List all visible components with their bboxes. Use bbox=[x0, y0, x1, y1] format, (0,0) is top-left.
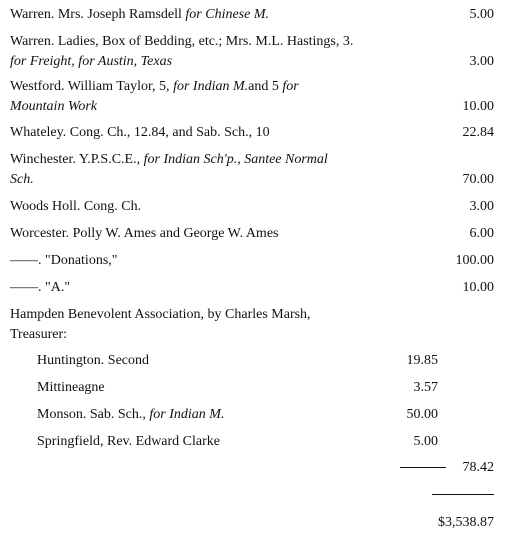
entry-westford bbox=[10, 77, 350, 117]
entry-a bbox=[10, 278, 350, 298]
sub-entry-amount: 3.57 bbox=[413, 380, 438, 395]
sub-entry-amount: 50.00 bbox=[406, 407, 438, 422]
entry-purpose: for Freight, for Austin, Texas bbox=[10, 54, 173, 69]
entry-woods-holl bbox=[10, 197, 350, 217]
entry-worcester bbox=[10, 224, 350, 244]
entry-purpose: for bbox=[282, 79, 299, 94]
entry-amount: 70.00 bbox=[462, 172, 494, 187]
entry-purpose: for Chinese M. bbox=[185, 7, 270, 22]
hampden-total: 78.42 bbox=[462, 460, 494, 475]
entry-amount: 22.84 bbox=[462, 125, 494, 140]
entry-amount: 6.00 bbox=[469, 226, 494, 241]
entry-text: Westford. William Taylor, 5, bbox=[10, 79, 174, 94]
entry-text: Treasurer: bbox=[10, 327, 68, 342]
sub-entry-purpose: for Indian M. bbox=[149, 407, 225, 422]
entry-amount: 100.00 bbox=[455, 253, 494, 268]
entry-purpose: Mountain Work bbox=[10, 99, 97, 114]
entry-warren-ladies bbox=[10, 32, 354, 72]
grand-total: $3,538.87 bbox=[438, 515, 494, 530]
entry-amount: 3.00 bbox=[469, 54, 494, 69]
entry-hampden bbox=[10, 305, 350, 345]
entry-text: Warren. Mrs. Joseph Ramsdell bbox=[10, 7, 186, 22]
entry-purpose: for Indian Sch'p., Santee Normal bbox=[143, 152, 328, 167]
sub-entry-amount: 5.00 bbox=[413, 434, 438, 449]
entry-warren-ramsdell bbox=[10, 5, 350, 25]
entry-amount: 10.00 bbox=[462, 99, 494, 114]
entry-text: Worcester. Polly W. Ames and George W. Ames bbox=[10, 226, 279, 241]
entry-purpose: Sch. bbox=[10, 172, 34, 187]
entry-winchester bbox=[10, 150, 350, 190]
total-rule bbox=[432, 494, 494, 495]
entry-donations bbox=[10, 251, 350, 271]
sub-entry-name: Mittineagne bbox=[37, 380, 105, 395]
sub-entry-text: Monson. Sab. Sch., bbox=[37, 407, 150, 422]
entry-whateley bbox=[10, 123, 350, 143]
entry-text: Winchester. Y.P.S.C.E., bbox=[10, 152, 144, 167]
sub-entry-name: Huntington. Second bbox=[37, 353, 149, 368]
entry-amount: 3.00 bbox=[469, 199, 494, 214]
sub-entry-name: Springfield, Rev. Edward Clarke bbox=[37, 434, 220, 449]
entry-text: and 5 bbox=[248, 79, 283, 94]
entry-purpose: for Indian M. bbox=[173, 79, 249, 94]
sub-entry-amount: 19.85 bbox=[406, 353, 438, 368]
sub-entry-name bbox=[37, 405, 224, 425]
entry-amount: 5.00 bbox=[469, 7, 494, 22]
entry-text: Warren. Ladies, Box of Bedding, etc.; Mrs. M.L. Hastings, 3. bbox=[10, 34, 354, 49]
entry-text: Woods Holl. Cong. Ch. bbox=[10, 199, 142, 214]
entry-text: ——. "Donations," bbox=[10, 253, 118, 268]
entry-amount: 10.00 bbox=[462, 280, 494, 295]
entry-text: ——. "A." bbox=[10, 280, 71, 295]
entry-text: Whateley. Cong. Ch., 12.84, and Sab. Sch., 10 bbox=[10, 125, 270, 140]
entry-text: Hampden Benevolent Association, by Charles Marsh, bbox=[10, 307, 311, 322]
